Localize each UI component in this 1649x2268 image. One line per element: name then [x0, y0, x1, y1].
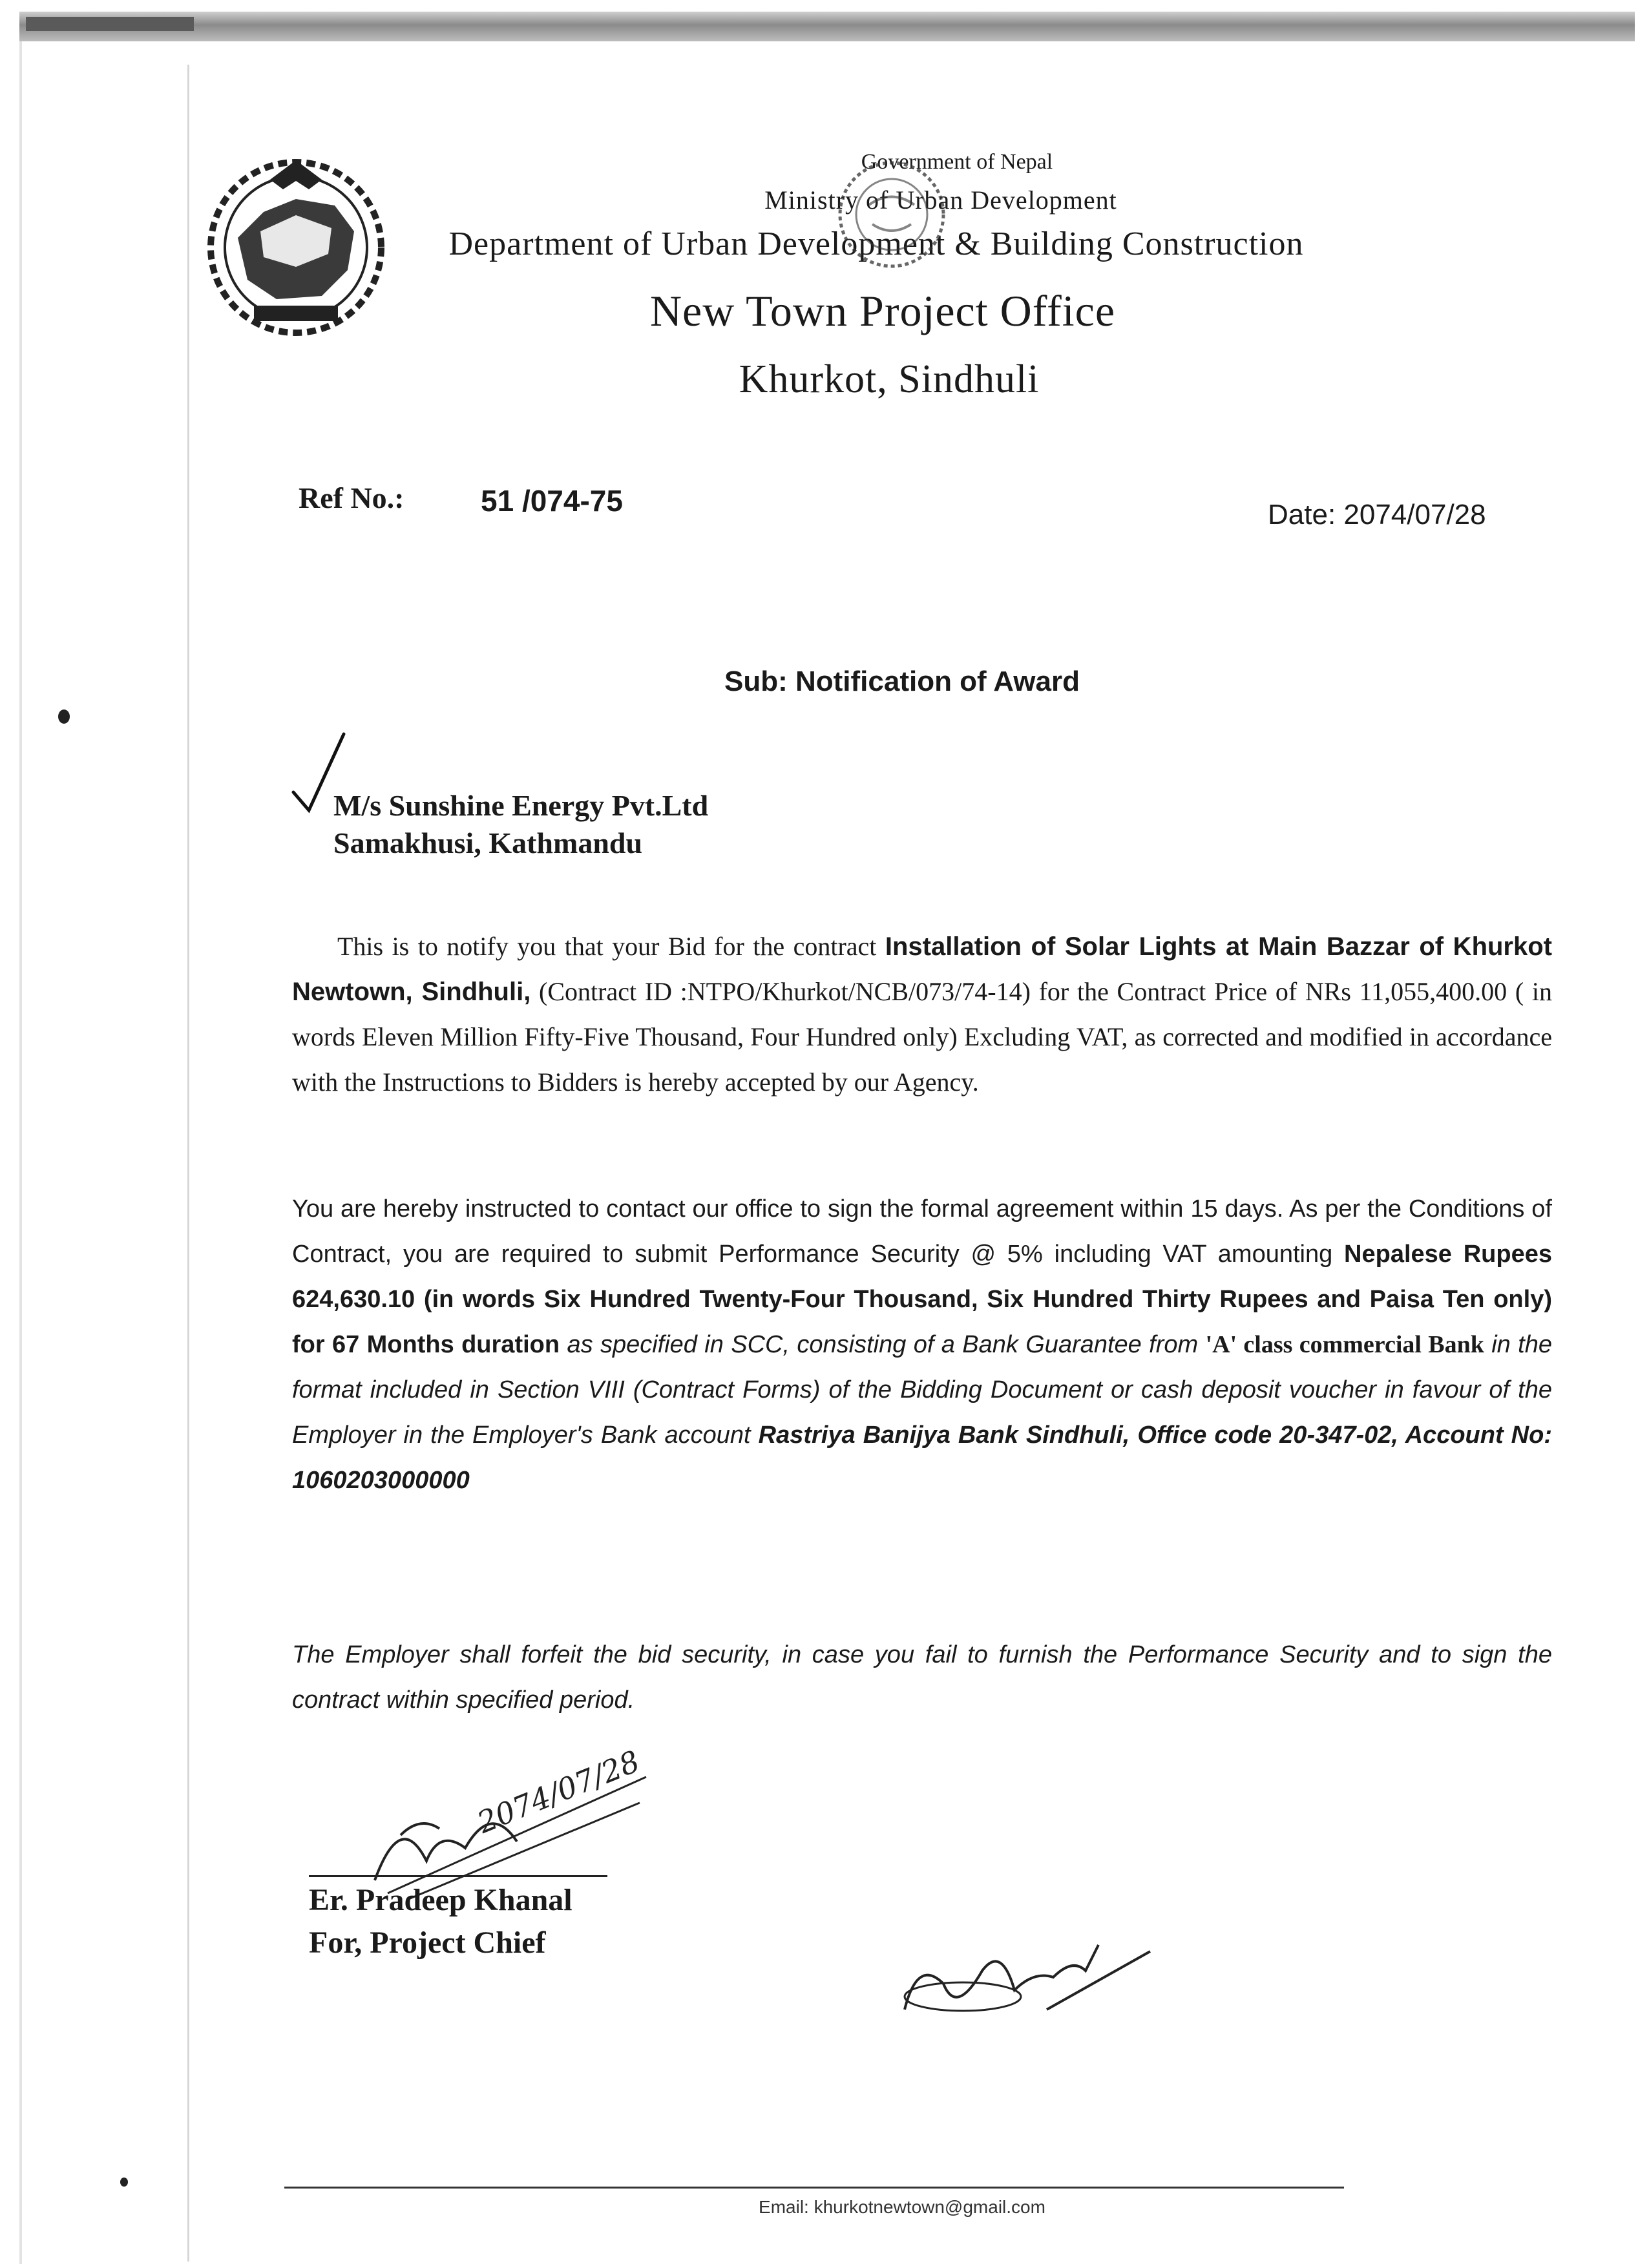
para2-text-3: in the format included in Section VIII (Contract Forms) of the Bidding Document or cash deposit voucher in favour of the Employer in the Employer's Bank account	[292, 1331, 1552, 1449]
scan-edge-shadow	[26, 17, 194, 31]
para2-text-1: You are hereby instructed to contact our office to sign the formal agreement within 15 days. As per the Conditions of Contract, you are required to submit Performance Security @ 5% including VAT amounting	[292, 1195, 1552, 1268]
footer-email: Email: khurkotnewtown@gmail.com	[759, 2197, 1045, 2217]
award-paragraph	[292, 924, 1552, 1105]
addressee-address: Samakhusi, Kathmandu	[333, 826, 643, 859]
department-line: Department of Urban Development & Building Construction	[448, 226, 1304, 262]
signature-rule	[309, 1875, 607, 1877]
para1-text-start: This is to notify you that your Bid for the contract	[337, 932, 885, 961]
ministry-line: Ministry of Urban Development	[764, 185, 1117, 215]
signatory-name: Er. Pradeep Khanal	[309, 1883, 572, 1917]
scan-speck	[120, 2178, 128, 2187]
performance-security-paragraph	[292, 1186, 1552, 1503]
ref-label: Ref No.:	[299, 481, 404, 514]
government-line: Government of Nepal	[861, 150, 1053, 174]
security-amount: Nepalese Rupees 624,630.10 (in words Six Hundred Twenty-Four Thousand, Six Hundred Thirty Rupees and Paisa Ten only) for 67 Months duration	[292, 1241, 1552, 1358]
ref-number: 51 /074-75	[481, 484, 623, 518]
office-location: Khurkot, Sindhuli	[739, 357, 1040, 401]
recipient-signature	[892, 1932, 1163, 2029]
handwritten-date: 2074/07/28	[472, 1743, 645, 1840]
addressee-name: M/s Sunshine Energy Pvt.Ltd	[333, 789, 709, 822]
work-title: Installation of Solar Lights at Main Bazzar of Khurkot Newtown, Sindhuli,	[292, 932, 1552, 1006]
contract-id: (Contract ID :NTPO/Khurkot/NCB/073/74-14)	[530, 977, 1031, 1006]
forfeit-text: The Employer shall forfeit the bid security, in case you fail to furnish the Performance Security and to sign the contract within specified period.	[292, 1641, 1552, 1714]
para1-text-end: for the Contract Price of NRs 11,055,400.00 ( in words Eleven Million Fifty-Five Thousand, Four Hundred only) Excluding VAT, as corrected and modified in accordance with the Instructions to Bidders is hereby accepted by our Agency.	[292, 977, 1552, 1097]
office-title: New Town Project Office	[649, 286, 1116, 335]
footer-rule	[284, 2187, 1344, 2189]
scan-edge-bar	[19, 12, 1635, 41]
bank-class: 'A' class commercial Bank	[1205, 1331, 1484, 1358]
signatory-title: For, Project Chief	[309, 1926, 546, 1960]
scan-border-line	[19, 41, 22, 2264]
scan-speck	[58, 709, 70, 724]
subject-line: Sub: Notification of Award	[724, 666, 1080, 697]
letter-date: Date: 2074/07/28	[1268, 499, 1486, 530]
para2-text-2: as specified in SCC, consisting of a Bank Guarantee from	[560, 1331, 1206, 1358]
forfeit-paragraph	[292, 1632, 1552, 1723]
bank-account-details: Rastriya Banijya Bank Sindhuli, Office code 20-347-02, Account No: 1060203000000	[292, 1422, 1552, 1494]
office-stamp	[821, 143, 963, 299]
signatory-block	[309, 1879, 572, 1964]
